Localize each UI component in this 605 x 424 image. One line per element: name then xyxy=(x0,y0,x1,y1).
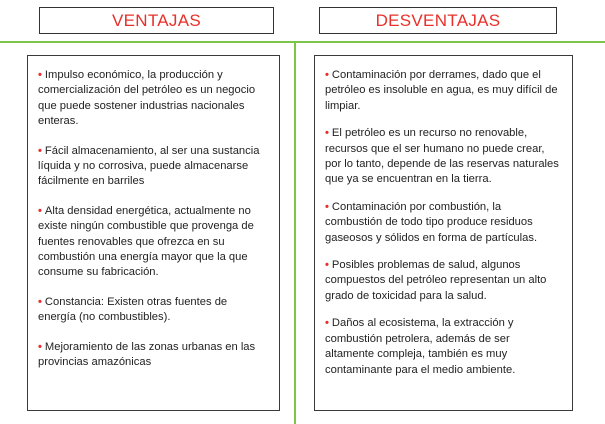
bullet-icon: • xyxy=(325,127,329,140)
bullet-icon: • xyxy=(38,144,42,157)
desventajas-item: • Contaminación por derrames, dado que el petróleo es insoluble en agua, es muy difícil de limpiar. xyxy=(325,69,558,112)
ventajas-title xyxy=(39,7,274,34)
bullet-icon: • xyxy=(325,69,329,81)
bullet-icon: • xyxy=(325,200,329,213)
bullet-icon: • xyxy=(38,69,42,81)
desventajas-list xyxy=(325,68,560,378)
desventajas-title xyxy=(319,7,557,34)
desventajas-title-text: DESVENTAJAS xyxy=(375,10,501,30)
ventajas-item: • Alta densidad energética, actualmente no existe ningún combustible que provenga de fuentes renovables que ofrezca en su combustión una energía mayor que la que consume su fabricación. xyxy=(38,204,254,279)
bullet-icon: • xyxy=(38,204,42,217)
desventajas-item: • El petróleo es un recurso no renovable, recursos que el ser humano no puede crear, por lo tanto, depende de las reservas naturales que ya se encuentran en la tierra. xyxy=(325,127,559,186)
ventajas-item: • Mejoramiento de las zonas urbanas en las provincias amazónicas xyxy=(38,340,256,369)
ventajas-item: • Constancia: Existen otras fuentes de energía (no combustibles). xyxy=(38,295,228,324)
bullet-icon: • xyxy=(325,259,329,272)
desventajas-item: • Posibles problemas de salud, algunos compuestos del petróleo representan un alto grado de toxicidad para la salud. xyxy=(325,259,547,302)
bullet-icon: • xyxy=(38,340,42,353)
ventajas-list xyxy=(38,68,267,371)
bullet-icon: • xyxy=(38,295,42,308)
ventajas-item: • Impulso económico, la producción y comercialización del petróleo es un negocio que puede sostener industrias nacionales enteras. xyxy=(38,69,256,128)
ventajas-title-text: VENTAJAS xyxy=(112,10,201,30)
vertical-divider xyxy=(294,41,296,424)
desventajas-box xyxy=(314,55,573,411)
horizontal-divider xyxy=(0,41,605,43)
ventajas-item: • Fácil almacenamiento, al ser una sustancia líquida y no corrosiva, puede almacenarse fácilmente en barriles xyxy=(38,144,260,188)
ventajas-box xyxy=(27,55,280,411)
desventajas-item: • Contaminación por combustión, la combustión de todo tipo produce residuos gaseosos y sólidos en forma de partículas. xyxy=(325,200,538,244)
desventajas-item: • Daños al ecosistema, la extracción y combustión petrolera, además de ser altamente compleja, también es muy contaminante para el medio ambiente. xyxy=(325,317,516,376)
bullet-icon: • xyxy=(325,317,329,330)
